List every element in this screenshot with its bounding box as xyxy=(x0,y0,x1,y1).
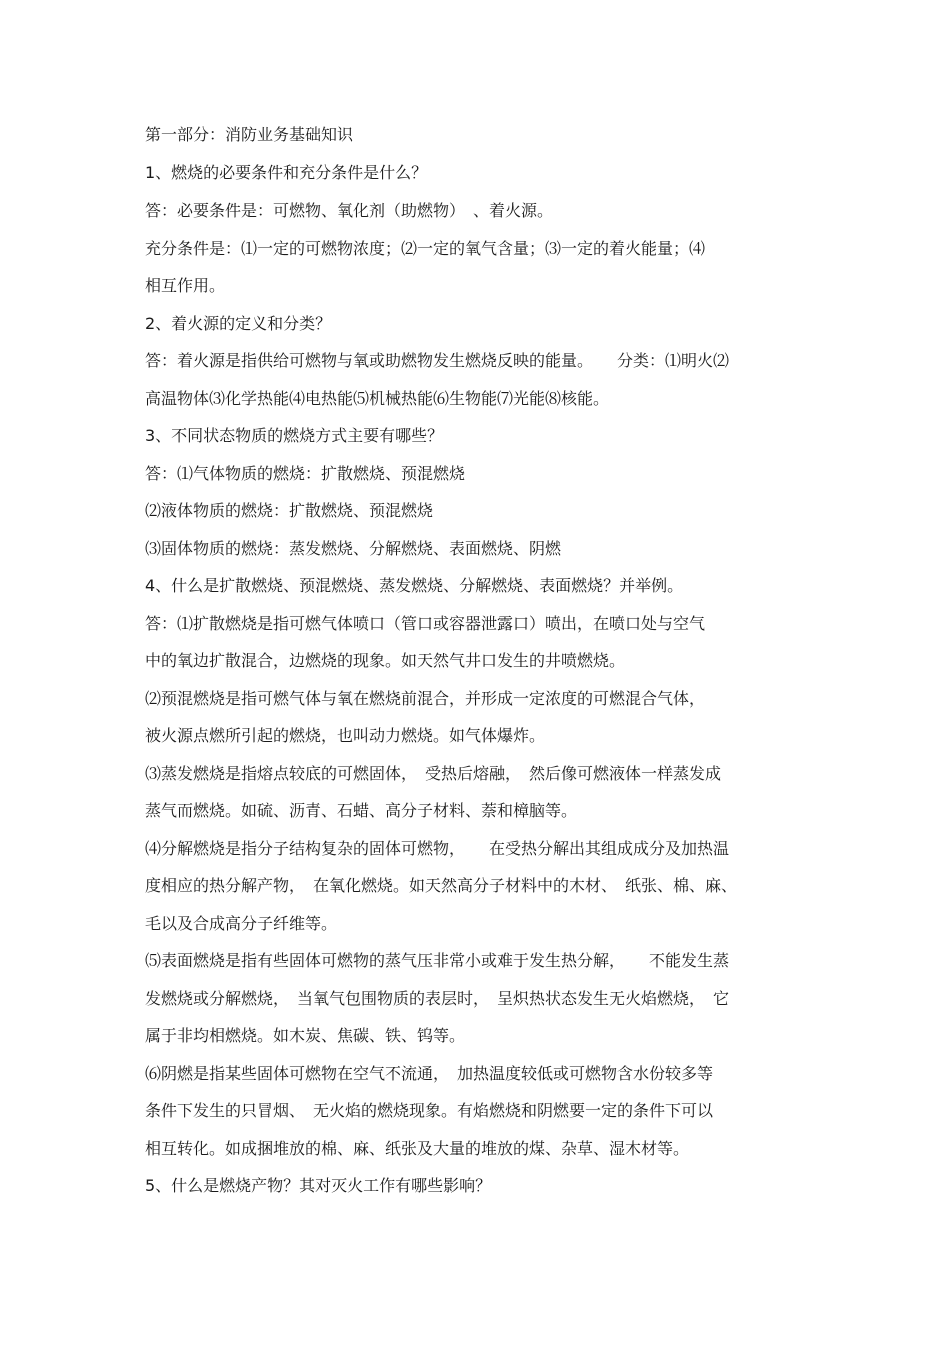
answer-line: ⑷分解燃烧是指分子结构复杂的固体可燃物， 在受热分解出其组成成分及加热温 xyxy=(145,839,730,858)
question-5: 5、什么是燃烧产物？其对灭火工作有哪些影响？ xyxy=(145,1176,492,1195)
answer-line: ⑹阴燃是指某些固体可燃物在空气不流通， 加热温度较低或可燃物含水份较多等 xyxy=(145,1064,714,1083)
answer-line: ⑵预混燃烧是指可燃气体与氧在燃烧前混合，并形成一定浓度的可燃混合气体， xyxy=(145,689,706,708)
answer-line: 属于非均相燃烧。如木炭、焦碳、铁、钨等。 xyxy=(145,1026,466,1045)
answer-line: 相互作用。 xyxy=(145,276,226,295)
answer-line: 高温物体⑶化学热能⑷电热能⑸机械热能⑹生物能⑺光能⑻核能。 xyxy=(145,389,610,408)
answer-line: 毛以及合成高分子纤维等。 xyxy=(145,914,338,933)
answer-line: ⑸表面燃烧是指有些固体可燃物的蒸气压非常小或难于发生热分解， 不能发生蒸 xyxy=(145,951,730,970)
answer-line: 发燃烧或分解燃烧， 当氧气包围物质的表层时， 呈炽热状态发生无火焰燃烧， 它 xyxy=(145,989,730,1008)
answer-line: ⑶固体物质的燃烧：蒸发燃烧、分解燃烧、表面燃烧、阴燃 xyxy=(145,539,562,558)
question-3: 3、不同状态物质的燃烧方式主要有哪些？ xyxy=(145,426,444,445)
answer-line: ⑵液体物质的燃烧：扩散燃烧、预混燃烧 xyxy=(145,501,434,520)
answer-line: 蒸气而燃烧。如硫、沥青、石蜡、高分子材料、萘和樟脑等。 xyxy=(145,801,578,820)
answer-line: 答：⑴气体物质的燃烧：扩散燃烧、预混燃烧 xyxy=(145,464,466,483)
answer-line: 答：着火源是指供给可燃物与氧或助燃物发生燃烧反映的能量。 分类：⑴明火⑵ xyxy=(145,351,730,370)
question-4: 4、什么是扩散燃烧、预混燃烧、蒸发燃烧、分解燃烧、表面燃烧？并举例。 xyxy=(145,576,684,595)
answer-line: 相互转化。如成捆堆放的棉、麻、纸张及大量的堆放的煤、杂草、湿木材等。 xyxy=(145,1139,690,1158)
question-1: 1、燃烧的必要条件和充分条件是什么？ xyxy=(145,163,428,182)
answer-line: 被火源点燃所引起的燃烧，也叫动力燃烧。如气体爆炸。 xyxy=(145,726,546,745)
section-heading: 第一部分：消防业务基础知识 xyxy=(145,125,354,144)
answer-line: 充分条件是：⑴一定的可燃物浓度；⑵一定的氧气含量；⑶一定的着火能量；⑷ xyxy=(145,239,706,258)
answer-line: 答：⑴扩散燃烧是指可燃气体喷口（管口或容器泄露口）喷出，在喷口处与空气 xyxy=(145,614,706,633)
question-2: 2、着火源的定义和分类？ xyxy=(145,314,332,333)
answer-line: 中的氧边扩散混合，边燃烧的现象。如天然气井口发生的井喷燃烧。 xyxy=(145,651,626,670)
answer-line: 度相应的热分解产物， 在氧化燃烧。如天然高分子材料中的木材、 纸张、棉、麻、 xyxy=(145,876,738,895)
answer-line: ⑶蒸发燃烧是指熔点较底的可燃固体， 受热后熔融， 然后像可燃液体一样蒸发成 xyxy=(145,764,722,783)
answer-line: 答：必要条件是：可燃物、氧化剂（助燃物） 、着火源。 xyxy=(145,201,554,220)
answer-line: 条件下发生的只冒烟、 无火焰的燃烧现象。有焰燃烧和阴燃要一定的条件下可以 xyxy=(145,1101,714,1120)
